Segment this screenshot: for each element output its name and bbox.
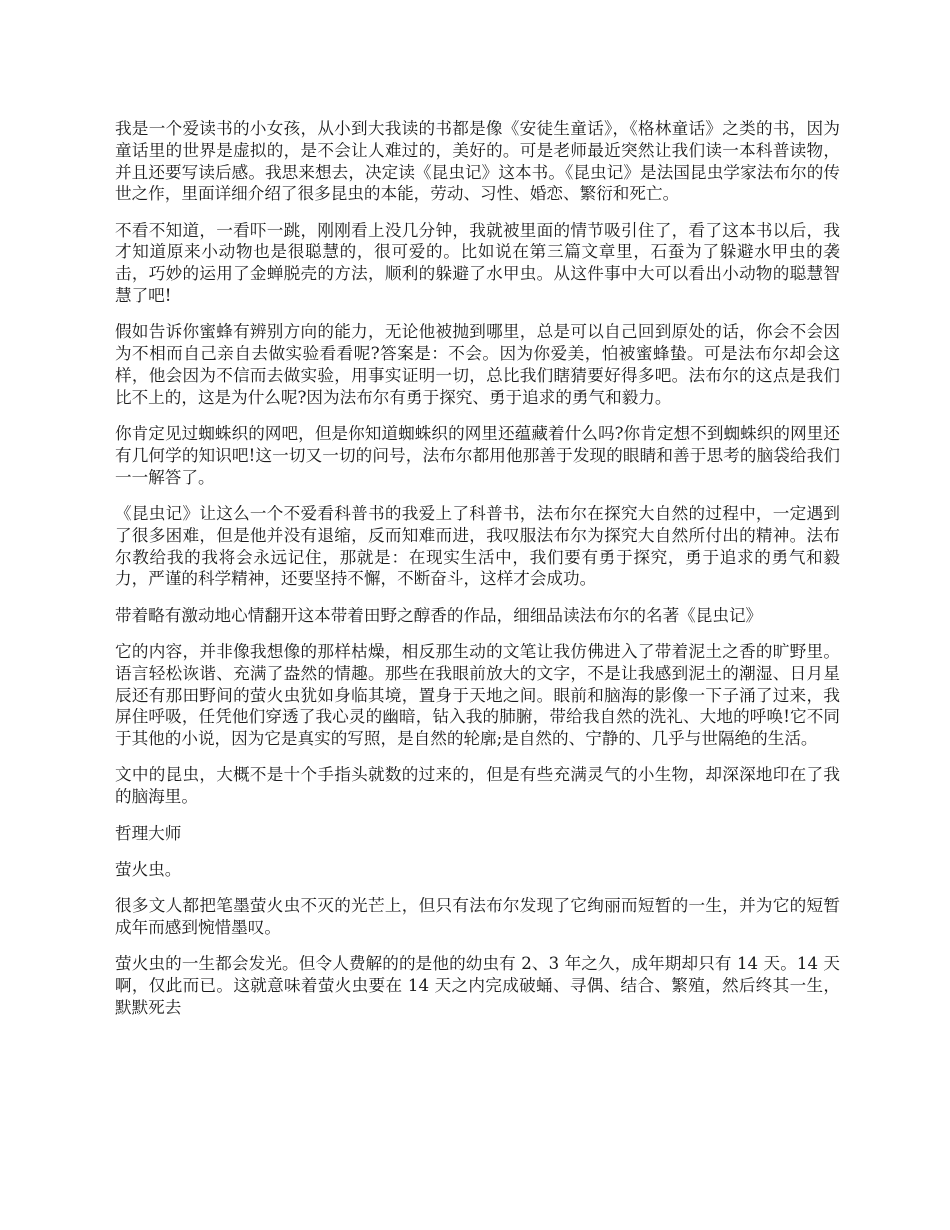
paragraph: 假如告诉你蜜蜂有辨别方向的能力，无论他被抛到哪里，总是可以自己回到原处的话，你会不会因为不相而自己亲自去做实验看看呢?答案是：不会。因为你爱美，怕被蜜蜂蛰。可是法布尔却会这样，他会因为不信而去做实验，用事实证明一切，总比我们瞎猜要好得多吧。法布尔的这点是我们比不上的，这是为什么呢?因为法布尔有勇于探究、勇于追求的勇气和毅力。 bbox=[115, 322, 840, 407]
paragraph: 不看不知道，一看吓一跳，刚刚看上没几分钟，我就被里面的情节吸引住了，看了这本书以后，我才知道原来小动物也是很聪慧的，很可爱的。比如说在第三篇文章里，石蚕为了躲避水甲虫的袭击，巧妙的运用了金蝉脱壳的方法，顺利的躲避了水甲虫。从这件事中大可以看出小动物的聪慧智慧了吧! bbox=[115, 220, 840, 306]
paragraph: 文中的昆虫，大概不是十个手指头就数的过来的，但是有些充满灵气的小生物，却深深地印在了我的脑海里。 bbox=[115, 765, 840, 807]
paragraph: 带着略有激动地心情翻开这本带着田野之醇香的作品，细细品读法布尔的名著《昆虫记》 bbox=[115, 605, 763, 625]
section-heading: 哲理大师 bbox=[115, 823, 182, 843]
document-body bbox=[115, 118, 840, 1033]
paragraph: 它的内容，并非像我想像的那样枯燥，相反那生动的文笔让我仿佛进入了带着泥土之香的旷野里。语言轻松诙谐、充满了盎然的情趣。那些在我眼前放大的文字，不是让我感到泥土的潮湿、日月星辰还有那田野间的萤火虫犹如身临其境，置身于天地之间。眼前和脑海的影像一下子涌了过来，我屏住呼吸，任凭他们穿透了我心灵的幽暗，钻入我的肺腑，带给我自然的洗礼、大地的呼唤!它不同于其他的小说，因为它是真实的写照，是自然的轮廓;是自然的、宁静的、几乎与世隔绝的生活。 bbox=[115, 641, 840, 749]
paragraph: 我是一个爱读书的小女孩，从小到大我读的书都是像《安徒生童话》，《格林童话》之类的书，因为童话里的世界是虚拟的，是不会让人难过的，美好的。可是老师最近突然让我们读一本科普读物，并且还要写读后感。我思来想去，决定读《昆虫记》这本书。《昆虫记》是法国昆虫学家法布尔的传世之作，里面详细介绍了很多昆虫的本能，劳动、习性、婚恋、繁衍和死亡。 bbox=[115, 119, 840, 204]
paragraph: 很多文人都把笔墨萤火虫不灭的光芒上，但只有法布尔发现了它绚丽而短暂的一生，并为它的短暂成年而感到惋惜墨叹。 bbox=[115, 896, 840, 937]
paragraph: 《昆虫记》让这么一个不爱看科普书的我爱上了科普书，法布尔在探究大自然的过程中，一定遇到了很多困难，但是他并没有退缩，反而知难而进，我叹服法布尔为探究大自然所付出的精神。法布尔教给我的我将会永远记住，那就是：在现实生活中，我们要有勇于探究，勇于追求的勇气和毅力，严谨的科学精神，还要坚持不懈，不断奋斗，这样才会成功。 bbox=[115, 503, 840, 589]
subheading: 萤火虫。 bbox=[115, 859, 182, 879]
paragraph: 萤火虫的一生都会发光。但令人费解的的是他的幼虫有 2、3 年之久，成年期却只有 14 天。14 天啊，仅此而已。这就意味着萤火虫要在 14 天之内完成破蛹、寻偶、结合、繁殖，然后终其一生，默默死去 bbox=[115, 954, 840, 1017]
paragraph: 你肯定见过蜘蛛织的网吧，但是你知道蜘蛛织的网里还蕴藏着什么吗?你肯定想不到蜘蛛织的网里还有几何学的知识吧!这一切又一切的问号，法布尔都用他那善于发现的眼睛和善于思考的脑袋给我们一一解答了。 bbox=[115, 424, 840, 487]
